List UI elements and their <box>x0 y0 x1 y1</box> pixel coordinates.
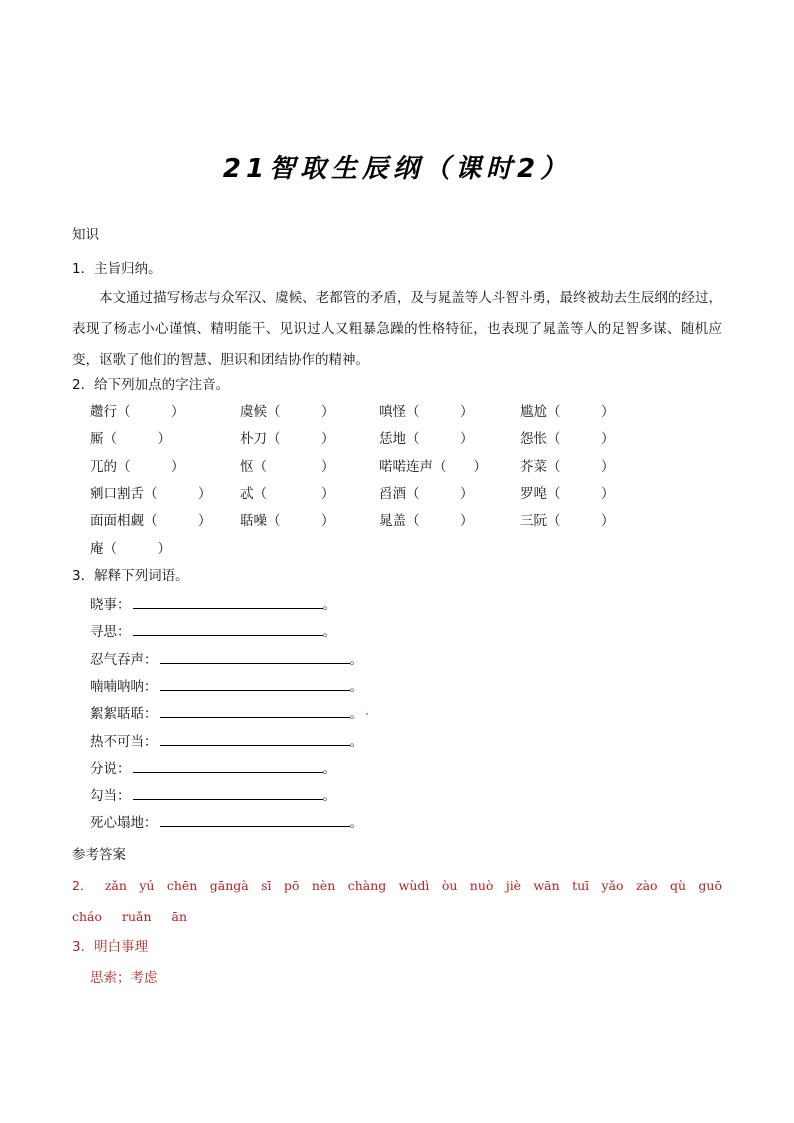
answer-blank[interactable] <box>160 677 350 691</box>
pinyin: wùdì <box>398 878 430 893</box>
q1-heading: 1．主旨归纳。 <box>72 261 162 277</box>
answer-blank[interactable] <box>160 650 350 664</box>
q3-term: 忍气吞声： <box>90 652 158 668</box>
q3-end: 。 <box>322 761 336 777</box>
q2-item: 三阮（ ） <box>520 513 615 529</box>
pinyin: jiè <box>505 878 522 893</box>
q2-item: 罗唣（ ） <box>520 486 615 502</box>
pinyin: yǎo <box>601 878 624 893</box>
q2-item: 恁地（ ） <box>379 431 474 447</box>
q3-end: 。 <box>322 624 336 640</box>
pinyin: zào <box>635 878 658 893</box>
q2-item: 虞候（ ） <box>240 404 335 420</box>
q2-item: 怄（ ） <box>240 459 335 475</box>
answer-q3-first: 3．明白事理 <box>72 939 149 955</box>
pinyin: tuī <box>572 878 590 893</box>
q2-item: 怨怅（ ） <box>520 431 615 447</box>
pinyin: cháo <box>72 909 103 924</box>
q3-term: 勾当： <box>90 788 131 804</box>
q3-item <box>90 704 363 723</box>
q3-item <box>90 677 363 696</box>
pinyin: chēn <box>166 878 198 893</box>
pinyin: ruǎn <box>122 909 152 924</box>
q2-heading: 2．给下列加点的字注音。 <box>72 377 230 393</box>
q2-item: 聒噪（ ） <box>240 513 335 529</box>
pinyin: sī <box>261 878 272 893</box>
answer-q2-label: 2． <box>72 878 93 893</box>
q3-end: 。 <box>322 788 336 804</box>
q3-term: 死心塌地： <box>90 815 158 831</box>
q2-item: 趱行（ ） <box>90 404 185 420</box>
q3-item <box>90 622 336 641</box>
q2-item: 兀的（ ） <box>90 459 185 475</box>
pinyin: qù <box>669 878 687 893</box>
q2-item: 舀酒（ ） <box>379 486 474 502</box>
q3-end: 。 <box>349 706 363 722</box>
q3-heading: 3．解释下列词语。 <box>72 568 189 584</box>
q2-item: 剜口割舌（ ） <box>90 486 212 502</box>
answers-heading: 参考答案 <box>72 847 126 863</box>
q3-term: 喃喃呐呐： <box>90 679 158 695</box>
q2-item: 嗔怪（ ） <box>379 404 474 420</box>
q2-item: 面面相觑（ ） <box>90 513 212 529</box>
answer-blank[interactable] <box>133 759 323 773</box>
q3-item <box>90 759 336 778</box>
q3-item <box>90 650 363 669</box>
q3-term: 絮絮聒聒： <box>90 706 158 722</box>
q2-item: 尴尬（ ） <box>520 404 615 420</box>
answer-q3-second: 思索；考虑 <box>90 970 158 986</box>
q3-end: 。 <box>349 652 363 668</box>
section-knowledge: 知识 <box>72 227 99 243</box>
pinyin: guō <box>698 878 722 893</box>
q3-end: 。 <box>349 815 363 831</box>
answer-blank[interactable] <box>133 786 323 800</box>
pinyin: chàng <box>347 878 387 893</box>
pinyin: ān <box>171 909 188 924</box>
q3-term: 晓事： <box>90 597 131 613</box>
answer-pinyin-line <box>72 877 722 895</box>
q2-item: 朴刀（ ） <box>240 431 335 447</box>
q2-item: 晁盖（ ） <box>379 513 474 529</box>
q1-body: 本文通过描写杨志与众军汉、虞候、老都管的矛盾，及与晁盖等人斗智斗勇，最终被劫去生辰纲的经过，表现了杨志小心谨慎、精明能干、见识过人又粗暴急躁的性格特征，也表现了晁盖等人的足智多谋、随机应变，讴歌了他们的智慧、胆识和团结协作的精神。 <box>72 290 722 368</box>
q3-item <box>90 732 363 751</box>
pinyin: nuò <box>469 878 494 893</box>
stray-mark <box>366 713 368 715</box>
q3-end: 。 <box>349 679 363 695</box>
q3-item <box>90 786 336 805</box>
answer-blank[interactable] <box>160 813 350 827</box>
q3-term: 热不可当： <box>90 734 158 750</box>
pinyin: pō <box>283 878 300 893</box>
answer-blank[interactable] <box>133 595 323 609</box>
q3-term: 分说： <box>90 761 131 777</box>
answer-blank[interactable] <box>160 704 350 718</box>
q2-item: 厮（ ） <box>90 431 171 447</box>
pinyin: zǎn <box>104 878 127 893</box>
answer-pinyin-line <box>72 908 203 926</box>
pinyin: wān <box>533 878 560 893</box>
page-title: 21智取生辰纲（课时2） <box>222 154 572 184</box>
pinyin: gāngà <box>209 878 249 893</box>
pinyin: yú <box>139 878 155 893</box>
q3-end: 。 <box>349 734 363 750</box>
q3-term: 寻思： <box>90 624 131 640</box>
q2-item: 芥菜（ ） <box>520 459 615 475</box>
pinyin: òu <box>441 878 458 893</box>
q3-item <box>90 595 336 614</box>
q3-item <box>90 813 363 832</box>
answer-blank[interactable] <box>160 732 350 746</box>
q3-end: 。 <box>322 597 336 613</box>
pinyin: nèn <box>311 878 336 893</box>
q2-item: 喏喏连声（ ） <box>379 459 487 475</box>
answer-blank[interactable] <box>133 622 323 636</box>
q2-item: 忒（ ） <box>240 486 335 502</box>
q2-item: 庵（ ） <box>90 541 171 557</box>
